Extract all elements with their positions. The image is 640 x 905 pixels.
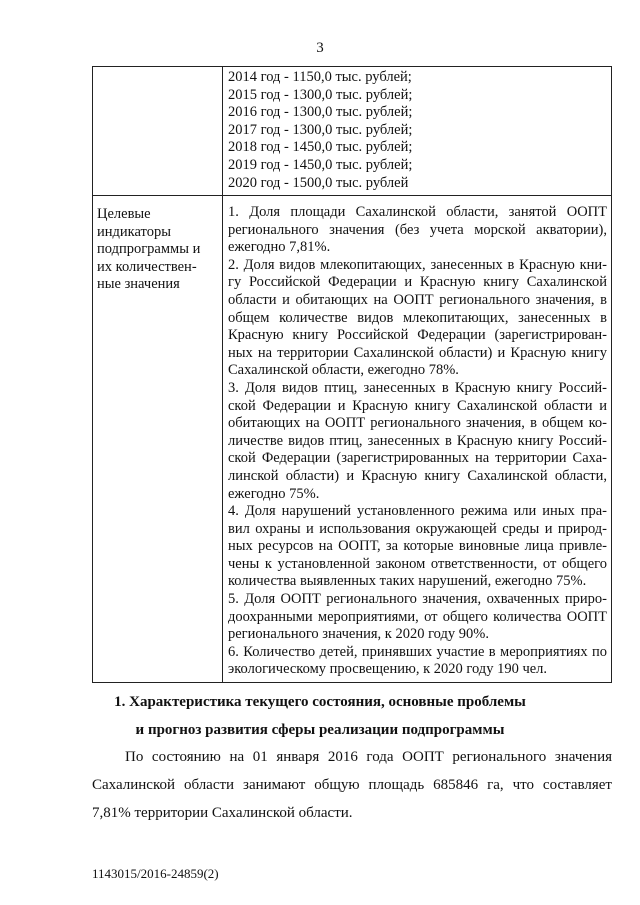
- funding-row: [93, 67, 612, 196]
- paragraph-line-1: По состоянию на 01 января 2016 года ООПТ регионального значения: [125, 749, 612, 765]
- indicator-item-4: [228, 503, 607, 591]
- indicator-line: чены к установленной законом ответственности, от общего: [228, 555, 607, 572]
- funding-label-cell: [93, 67, 223, 196]
- indicator-line: 1. Доля площади Сахалинской области, занятой ООПТ: [228, 204, 607, 220]
- funding-year-line: 2018 год - 1450,0 тыс. рублей;: [228, 139, 413, 156]
- subprogram-passport-table: [92, 66, 612, 683]
- indicator-item-1: [228, 204, 607, 257]
- section-heading-line-2: и прогноз развития сферы реализации подпрограммы: [135, 722, 505, 738]
- indicator-line: 4. Доля нарушений установленного режима или иных пра-: [228, 503, 607, 520]
- paragraph-line-2: Сахалинской области занимают общую площадь 685846 га, что составляет: [92, 777, 612, 793]
- indicators-values-cell: [223, 196, 612, 683]
- indicators-label-line: их количествен-: [97, 258, 197, 275]
- indicator-line: количества выявленных таких нарушений, ежегодно 75%.: [228, 573, 587, 590]
- indicators-label-line: ные значения: [97, 276, 180, 293]
- funding-year-line: 2016 год - 1300,0 тыс. рублей;: [228, 104, 413, 121]
- indicator-line: ежегодно 7,81%.: [228, 239, 331, 256]
- indicator-line: доохранными мероприятиями, от общего количества ООПТ: [228, 608, 607, 625]
- page-number: 3: [316, 40, 324, 56]
- funding-year-line: 2019 год - 1450,0 тыс. рублей;: [228, 156, 413, 173]
- indicator-line: личестве видов птиц, занесенных в Красную книгу Россий-: [228, 432, 607, 449]
- indicator-line: экологическому просвещению, к 2020 году 190 чел.: [228, 661, 548, 678]
- indicator-line: ской Федерации и Красную книгу Сахалинской области и: [228, 397, 607, 414]
- indicators-label-line: индикаторы: [97, 223, 171, 240]
- funding-year-line: 2014 год - 1150,0 тыс. рублей;: [228, 69, 412, 85]
- paragraph-line-3: 7,81% территории Сахалинской области.: [92, 805, 353, 821]
- indicator-line: области и обитающих на ООПТ регионального значения, в: [228, 291, 607, 308]
- indicator-line: обитающих на ООПТ регионального значения, в общем ко-: [228, 415, 607, 432]
- indicator-line: вил охраны и использования окружающей среды и природ-: [228, 520, 607, 537]
- indicator-line: регионального значения (без учета морской акватории),: [228, 221, 607, 238]
- indicator-item-5: [228, 591, 607, 644]
- document-id: 1143015/2016-24859(2): [92, 866, 219, 881]
- funding-year-line: 2015 год - 1300,0 тыс. рублей;: [228, 86, 413, 103]
- indicator-item-2: [228, 257, 607, 380]
- section-heading-line-1: 1. Характеристика текущего состояния, основные проблемы: [114, 694, 526, 710]
- funding-values-cell: [223, 67, 612, 196]
- indicators-label-cell: [93, 196, 223, 683]
- indicator-item-3: [228, 380, 607, 503]
- indicator-line: 2. Доля видов млекопитающих, занесенных в Красную кни-: [228, 256, 607, 273]
- indicator-line: ных ресурсов на ООПТ, за которые виновные лица привле-: [228, 538, 607, 555]
- indicators-label-line: подпрограммы и: [97, 241, 201, 258]
- indicators-row: [93, 196, 612, 683]
- indicator-line: Красную книгу Российской Федерации (зарегистрирован-: [228, 327, 607, 344]
- indicator-line: линской области) и Красную книгу Сахалинской области,: [228, 467, 607, 484]
- indicator-line: общем количестве видов млекопитающих, занесенных в: [228, 309, 607, 326]
- funding-year-line: 2020 год - 1500,0 тыс. рублей: [228, 174, 409, 191]
- funding-year-line: 2017 год - 1300,0 тыс. рублей;: [228, 121, 413, 138]
- indicator-line: 6. Количество детей, принявших участие в мероприятиях по: [228, 643, 607, 660]
- indicator-line: ежегодно 75%.: [228, 485, 320, 502]
- indicator-item-6: [228, 644, 607, 679]
- indicator-line: 3. Доля видов птиц, занесенных в Красную книгу Россий-: [228, 379, 607, 396]
- indicator-line: Сахалинской области, ежегодно 78%.: [228, 362, 459, 379]
- indicator-line: ской Федерации (зарегистрированных на территории Саха-: [228, 450, 607, 467]
- indicator-line: регионального значения, к 2020 году 90%.: [228, 626, 489, 643]
- indicators-label-line: Целевые: [97, 206, 151, 222]
- indicator-line: 5. Доля ООПТ регионального значения, охваченных приро-: [228, 591, 607, 608]
- indicator-line: гу Российской Федерации и Красную книгу Сахалинской: [228, 274, 607, 291]
- indicator-line: ных на территории Сахалинской области) и Красную книгу: [228, 344, 607, 361]
